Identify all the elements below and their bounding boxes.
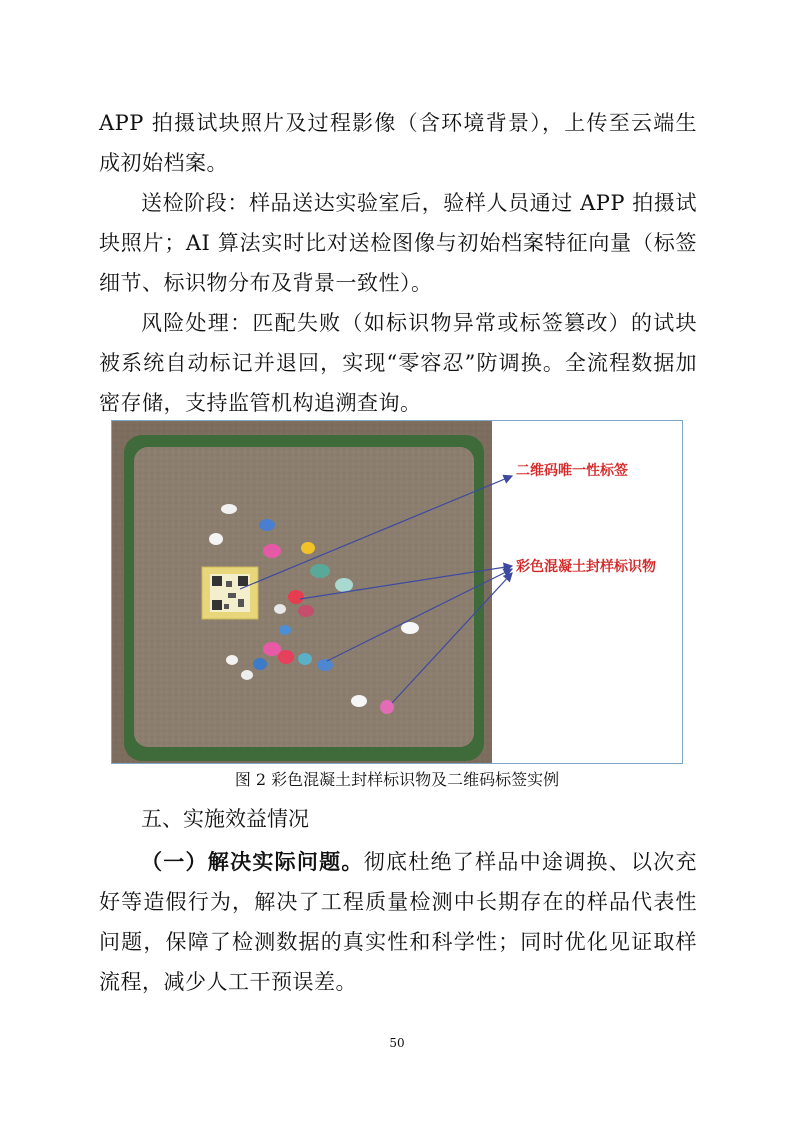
paragraph-risk-handling: 风险处理：匹配失败（如标识物异常或标签篡改）的试块被系统自动标记并退回，实现“零容忍”防调换。全流程数据加密存储，支持监管机构追溯查询。 [99,311,697,415]
benefits-lead: （一）解决实际问题。 [141,850,364,874]
paragraph-inspection-stage: 送检阶段：样品送达实验室后，验样人员通过 APP 拍摄试块照片；AI 算法实时比对送检图像与初始档案特征向量（标签细节、标识物分布及背景一致性）。 [99,191,697,295]
qr-label-text: 二维码唯一性标签 [516,463,628,479]
markers-label-text: 彩色混凝土封样标识物 [516,559,656,575]
section-heading: 五、实施效益情况 [141,807,309,831]
qr-code-label [202,567,258,619]
paragraph-archive: APP 拍摄试块照片及过程影像（含环境背景），上传至云端生成初始档案。 [99,111,697,175]
paragraph-benefits [99,842,697,1002]
concrete-sample-illustration [112,421,683,764]
benefits-body: 彻底杜绝了样品中途调换、以次充好等造假行为，解决了工程质量检测中长期存在的样品代表性问题，保障了检测数据的真实性和科学性；同时优化见证取样流程，减少人工干预误差。 [99,850,698,994]
figure-photo [111,420,683,764]
figure-caption: 图 2 彩色混凝土封样标识物及二维码标签实例 [234,770,560,789]
page-number: 50 [389,1036,405,1050]
